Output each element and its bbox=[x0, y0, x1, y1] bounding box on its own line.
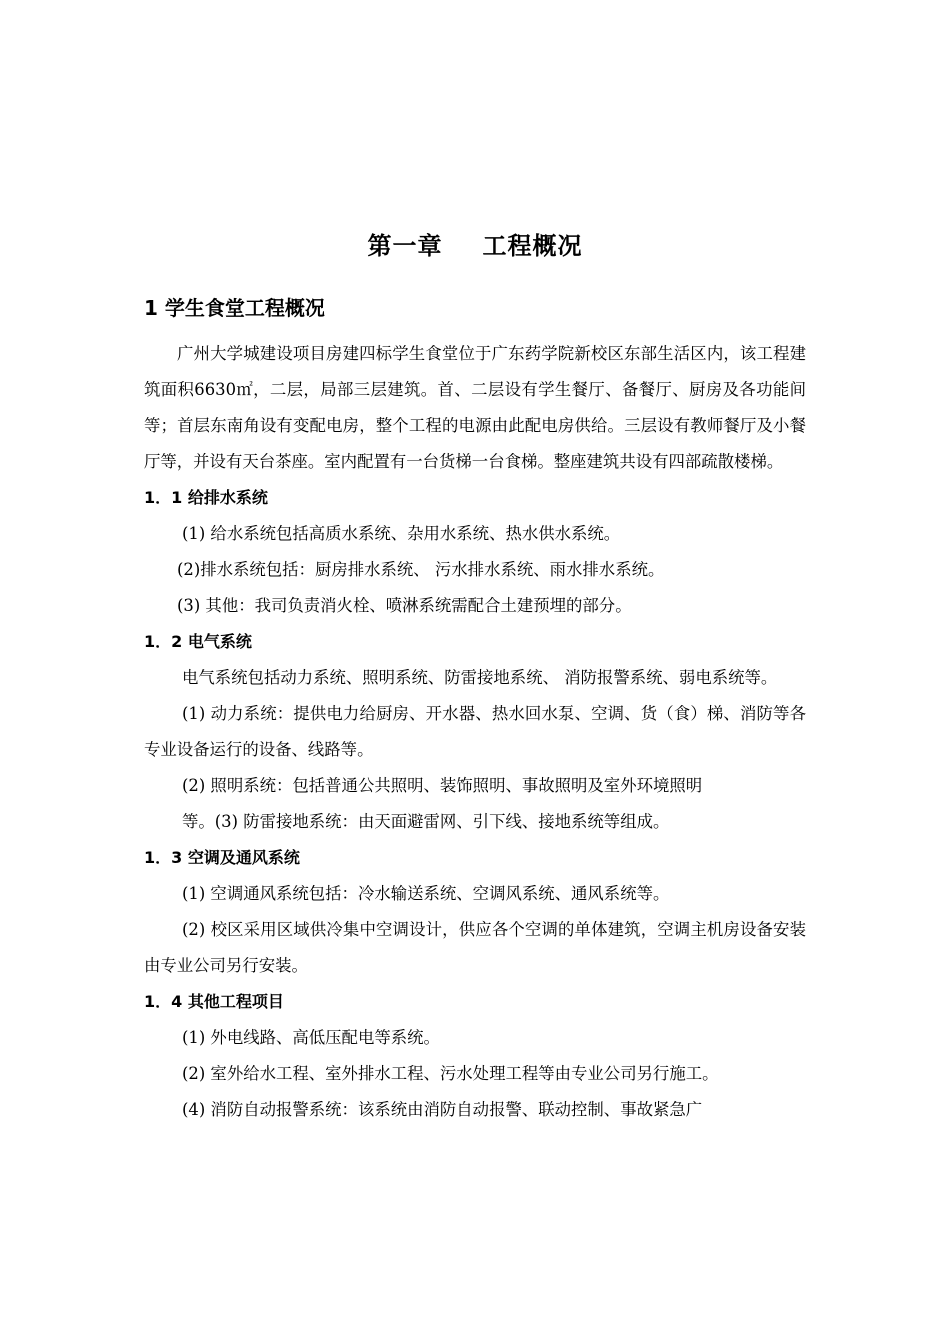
subsection-heading-hvac: 1．3 空调及通风系统 bbox=[144, 848, 300, 867]
chapter-number: 第一章 bbox=[367, 232, 443, 260]
chapter-title bbox=[0, 228, 950, 264]
other-item-3: (4) 消防自动报警系统：该系统由消防自动报警、联动控制、事故紧急广 bbox=[182, 1100, 703, 1119]
subsection-heading-other: 1．4 其他工程项目 bbox=[144, 992, 284, 1011]
other-item-1: (1) 外电线路、高低压配电等系统。 bbox=[182, 1028, 440, 1047]
other-item-2: (2) 室外给水工程、室外排水工程、污水处理工程等由专业公司另行施工。 bbox=[182, 1064, 719, 1083]
electrical-intro: 电气系统包括动力系统、照明系统、防雷接地系统、 消防报警系统、弱电系统等。 bbox=[182, 668, 778, 687]
electrical-item-1: (1) 动力系统：提供电力给厨房、开水器、热水回水泵、空调、货（食）梯、消防等各专业设备运行的设备、线路等。 bbox=[144, 704, 806, 759]
hvac-item-1: (1) 空调通风系统包括：冷水输送系统、空调风系统、通风系统等。 bbox=[182, 884, 670, 903]
electrical-item-2: (2) 照明系统：包括普通公共照明、装饰照明、事故照明及室外环境照明 bbox=[182, 776, 703, 795]
water-item-3: (3) 其他：我司负责消火栓、喷淋系统需配合土建预埋的部分。 bbox=[177, 596, 632, 615]
section-intro-paragraph: 广州大学城建设项目房建四标学生食堂位于广东药学院新校区东部生活区内，该工程建筑面积6630㎡，二层，局部三层建筑。首、二层设有学生餐厅、备餐厅、厨房及各功能间等；首层东南角设有变配电房，整个工程的电源由此配电房供给。三层设有教师餐厅及小餐厅等，并设有天台茶座。室内配置有一台货梯一台食梯。整座建筑共设有四部疏散楼梯。 bbox=[144, 344, 806, 471]
water-item-2: (2)排水系统包括：厨房排水系统、 污水排水系统、雨水排水系统。 bbox=[177, 560, 665, 579]
subsection-heading-water: 1．1 给排水系统 bbox=[144, 488, 268, 507]
subsection-heading-electrical: 1．2 电气系统 bbox=[144, 632, 252, 651]
hvac-item-2: (2) 校区采用区域供冷集中空调设计，供应各个空调的单体建筑，空调主机房设备安装由专业公司另行安装。 bbox=[144, 920, 806, 975]
electrical-item-2-cont: 等。(3) 防雷接地系统：由天面避雷网、引下线、接地系统等组成。 bbox=[182, 812, 670, 831]
section-heading: 1 学生食堂工程概况 bbox=[144, 296, 325, 320]
water-item-1: (1) 给水系统包括高质水系统、杂用水系统、热水供水系统。 bbox=[182, 524, 621, 543]
document-body bbox=[144, 290, 806, 1128]
chapter-name: 工程概况 bbox=[482, 232, 583, 260]
